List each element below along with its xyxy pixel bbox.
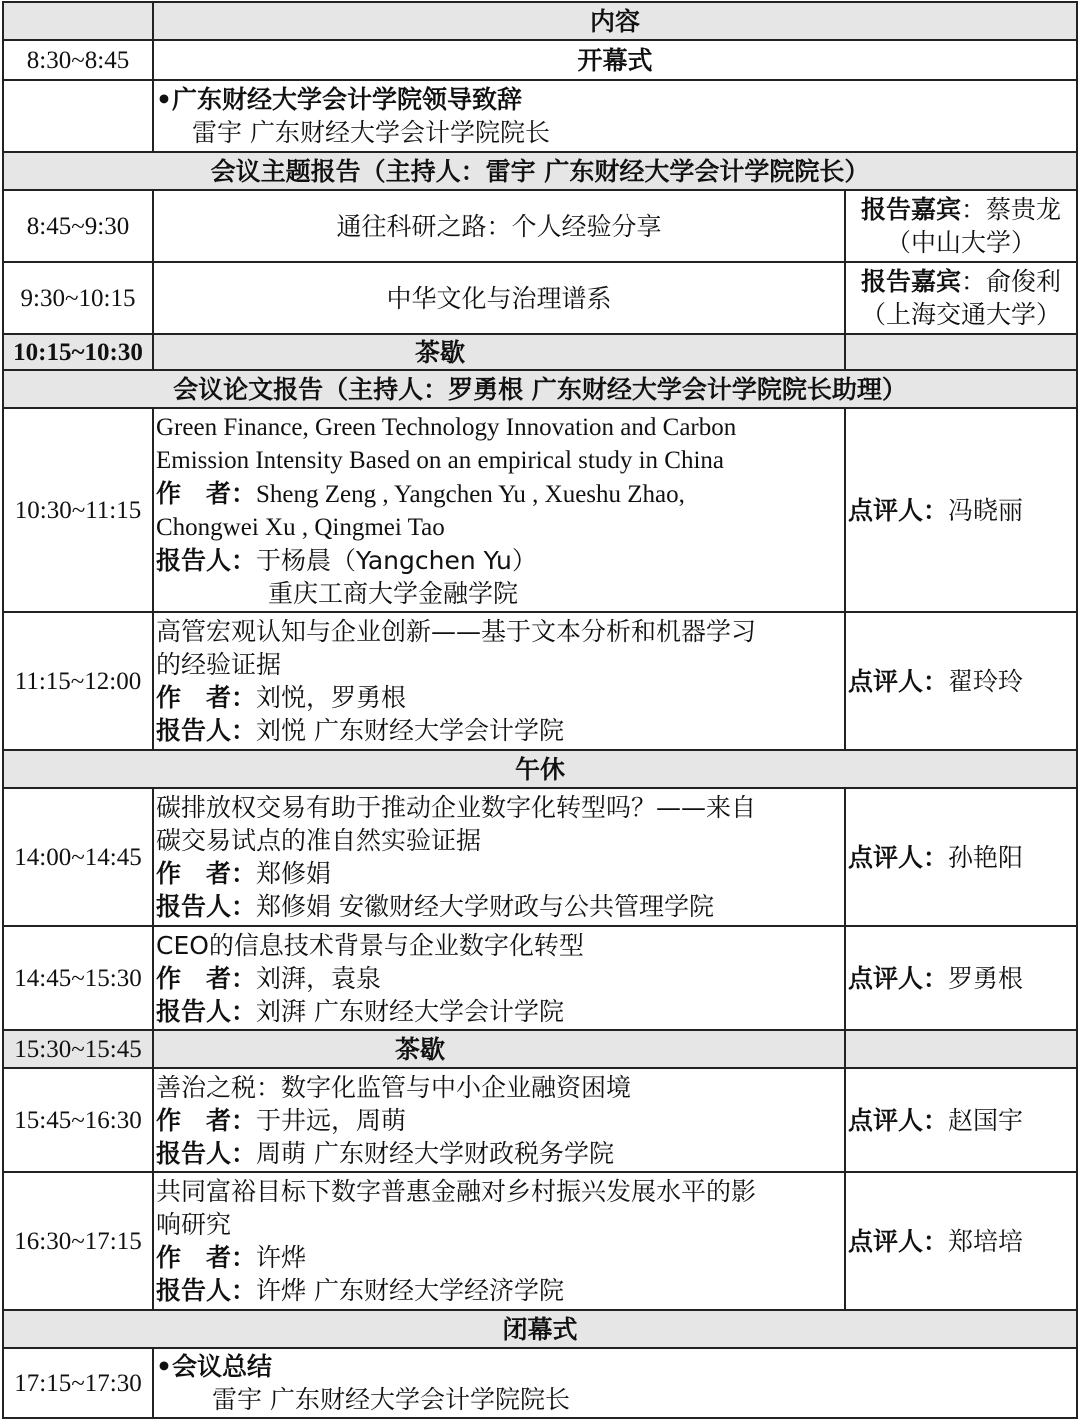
guest-org: （上海交通大学） <box>860 300 1061 329</box>
paper-time: 15:45~16:30 <box>3 1068 153 1172</box>
presenter-label: 报告人： <box>156 1276 257 1305</box>
paper-detail <box>153 788 845 926</box>
paper-presenter: 于杨晨（Yangchen Yu） <box>256 545 537 575</box>
break-time: 15:30~15:45 <box>3 1030 153 1068</box>
opening-time: 8:30~8:45 <box>3 40 153 80</box>
paper-time: 14:45~15:30 <box>3 926 153 1030</box>
reviewer-label: 点评人： <box>847 495 948 525</box>
author-label: 作 者： <box>156 963 257 993</box>
keynote-row <box>3 262 1077 334</box>
paper-presenter: 许烨 广东财经大学经济学院 <box>256 1276 564 1305</box>
keynote-guest <box>845 262 1077 334</box>
author-label: 作 者： <box>156 478 257 508</box>
reviewer-label: 点评人： <box>847 1105 948 1135</box>
paper-detail <box>153 926 845 1030</box>
paper-detail <box>153 1172 845 1310</box>
keynote-row <box>3 190 1077 262</box>
paper-presenter: 郑修娟 安徽财经大学财政与公共管理学院 <box>256 892 714 921</box>
keynote-topic: 中华文化与治理谱系 <box>153 262 845 334</box>
closing-item: •会议总结 <box>156 1352 272 1381</box>
presenter-label: 报告人： <box>156 1138 257 1168</box>
reviewer-cell <box>845 1172 1077 1310</box>
papers-header: 会议论文报告（主持人：罗勇根 广东财经大学会计学院院长助理） <box>3 370 1077 408</box>
keynote-time: 8:45~9:30 <box>3 190 153 262</box>
reviewer-name: 赵国宇 <box>948 1105 1024 1135</box>
author-label: 作 者： <box>156 683 257 712</box>
opening-detail <box>153 80 1077 152</box>
break-time: 10:15~10:30 <box>3 334 153 370</box>
paper-title-line: 善治之税：数字化监管与中小企业融资困境 <box>156 1072 632 1102</box>
paper-title-line: 共同富裕目标下数字普惠金融对乡村振兴发展水平的影 <box>156 1177 757 1206</box>
opening-title: 开幕式 <box>153 40 1077 80</box>
break-row <box>3 334 1077 370</box>
guest-name: ：俞俊利 <box>960 267 1061 296</box>
guest-name: ：蔡贵龙 <box>960 195 1061 224</box>
keynote-topic: 通往科研之路：个人经验分享 <box>153 190 845 262</box>
reviewer-name: 罗勇根 <box>948 963 1024 993</box>
paper-presenter: 刘悦 广东财经大学会计学院 <box>256 716 564 745</box>
reviewer-name: 孙艳阳 <box>948 842 1024 872</box>
closing-detail <box>153 1348 1077 1418</box>
paper-title-line: 高管宏观认知与企业创新——基于文本分析和机器学习 <box>156 617 757 646</box>
paper-authors: 许烨 <box>256 1243 307 1272</box>
presenter-label: 报告人： <box>156 996 257 1026</box>
header-row <box>3 2 1077 40</box>
paper-time: 10:30~11:15 <box>3 408 153 612</box>
presenter-label: 报告人： <box>156 892 257 921</box>
reviewer-cell <box>845 788 1077 926</box>
paper-row <box>3 1068 1077 1172</box>
break-blank <box>845 334 1077 370</box>
author-label: 作 者： <box>156 1105 257 1135</box>
paper-row <box>3 926 1077 1030</box>
paper-title-line: 响研究 <box>156 1210 232 1239</box>
paper-row <box>3 612 1077 750</box>
opening-row <box>3 40 1077 80</box>
reviewer-cell <box>845 926 1077 1030</box>
paper-authors: 刘湃，袁泉 <box>256 963 382 993</box>
closing-speaker: 雷宇 广东财经大学会计学院院长 <box>212 1385 570 1414</box>
guest-org: （中山大学） <box>885 228 1036 257</box>
opening-detail-blank <box>3 80 153 152</box>
paper-authors: 郑修娟 <box>256 859 332 888</box>
break-label: 茶歇 <box>153 334 845 370</box>
closing-header-row <box>3 1310 1077 1348</box>
paper-row <box>3 1172 1077 1310</box>
paper-presenter-org: 重庆工商大学金融学院 <box>268 578 519 608</box>
keynote-guest <box>845 190 1077 262</box>
closing-time: 17:15~17:30 <box>3 1348 153 1418</box>
break-label: 茶歇 <box>153 1030 845 1068</box>
reviewer-cell <box>845 408 1077 612</box>
presenter-label: 报告人： <box>156 545 257 575</box>
reviewer-label: 点评人： <box>847 666 948 696</box>
paper-row <box>3 788 1077 926</box>
paper-time: 14:00~14:45 <box>3 788 153 926</box>
paper-presenter: 周萌 广东财经大学财政税务学院 <box>256 1138 614 1168</box>
paper-authors: 于井远，周萌 <box>256 1105 407 1135</box>
paper-detail <box>153 612 845 750</box>
author-label: 作 者： <box>156 859 257 888</box>
reviewer-label: 点评人： <box>847 842 948 872</box>
author-label: 作 者： <box>156 1243 257 1272</box>
presenter-label: 报告人： <box>156 716 257 745</box>
closing-row <box>3 1348 1077 1418</box>
lunch-row <box>3 750 1077 788</box>
paper-detail <box>153 408 845 612</box>
reviewer-name: 郑培培 <box>948 1226 1024 1256</box>
reviewer-label: 点评人： <box>847 1226 948 1256</box>
paper-presenter: 刘湃 广东财经大学会计学院 <box>256 996 564 1026</box>
schedule-table <box>2 1 1078 1419</box>
paper-title-line: Emission Intensity Based on an empirical study in China <box>156 446 724 474</box>
header-content: 内容 <box>153 2 1077 40</box>
paper-title-line: CEO的信息技术背景与企业数字化转型 <box>156 930 584 960</box>
papers-header-row <box>3 370 1077 408</box>
keynote-header-row <box>3 152 1077 190</box>
paper-title-line: 碳排放权交易有助于推动企业数字化转型吗？——来自 <box>156 793 757 822</box>
paper-authors: 刘悦，罗勇根 <box>256 683 407 712</box>
reviewer-label: 点评人： <box>847 963 948 993</box>
guest-label: 报告嘉宾 <box>860 195 961 224</box>
reviewer-cell <box>845 1068 1077 1172</box>
reviewer-name: 翟玲玲 <box>948 666 1024 696</box>
keynote-title: 会议主题报告（主持人：雷宇 广东财经大学会计学院院长） <box>3 152 1077 190</box>
paper-time: 11:15~12:00 <box>3 612 153 750</box>
paper-row <box>3 408 1077 612</box>
paper-title-line: 碳交易试点的准自然实验证据 <box>156 826 482 855</box>
reviewer-cell <box>845 612 1077 750</box>
keynote-time: 9:30~10:15 <box>3 262 153 334</box>
opening-item: •广东财经大学会计学院领导致辞 <box>156 85 522 114</box>
paper-detail <box>153 1068 845 1172</box>
closing-title: 闭幕式 <box>3 1310 1077 1348</box>
opening-speaker: 雷宇 广东财经大学会计学院院长 <box>192 118 550 147</box>
break-blank <box>845 1030 1077 1068</box>
paper-authors: Chongwei Xu , Qingmei Tao <box>156 513 445 541</box>
lunch-label: 午休 <box>3 750 1077 788</box>
paper-title-line: Green Finance, Green Technology Innovation and Carbon <box>156 413 737 441</box>
opening-detail-row <box>3 80 1077 152</box>
paper-time: 16:30~17:15 <box>3 1172 153 1310</box>
header-blank-cell <box>3 2 153 40</box>
break-row <box>3 1030 1077 1068</box>
guest-label: 报告嘉宾 <box>860 267 961 296</box>
reviewer-name: 冯晓丽 <box>948 495 1024 525</box>
paper-title-line: 的经验证据 <box>156 650 282 679</box>
paper-authors: Sheng Zeng , Yangchen Yu , Xueshu Zhao, <box>256 480 685 508</box>
